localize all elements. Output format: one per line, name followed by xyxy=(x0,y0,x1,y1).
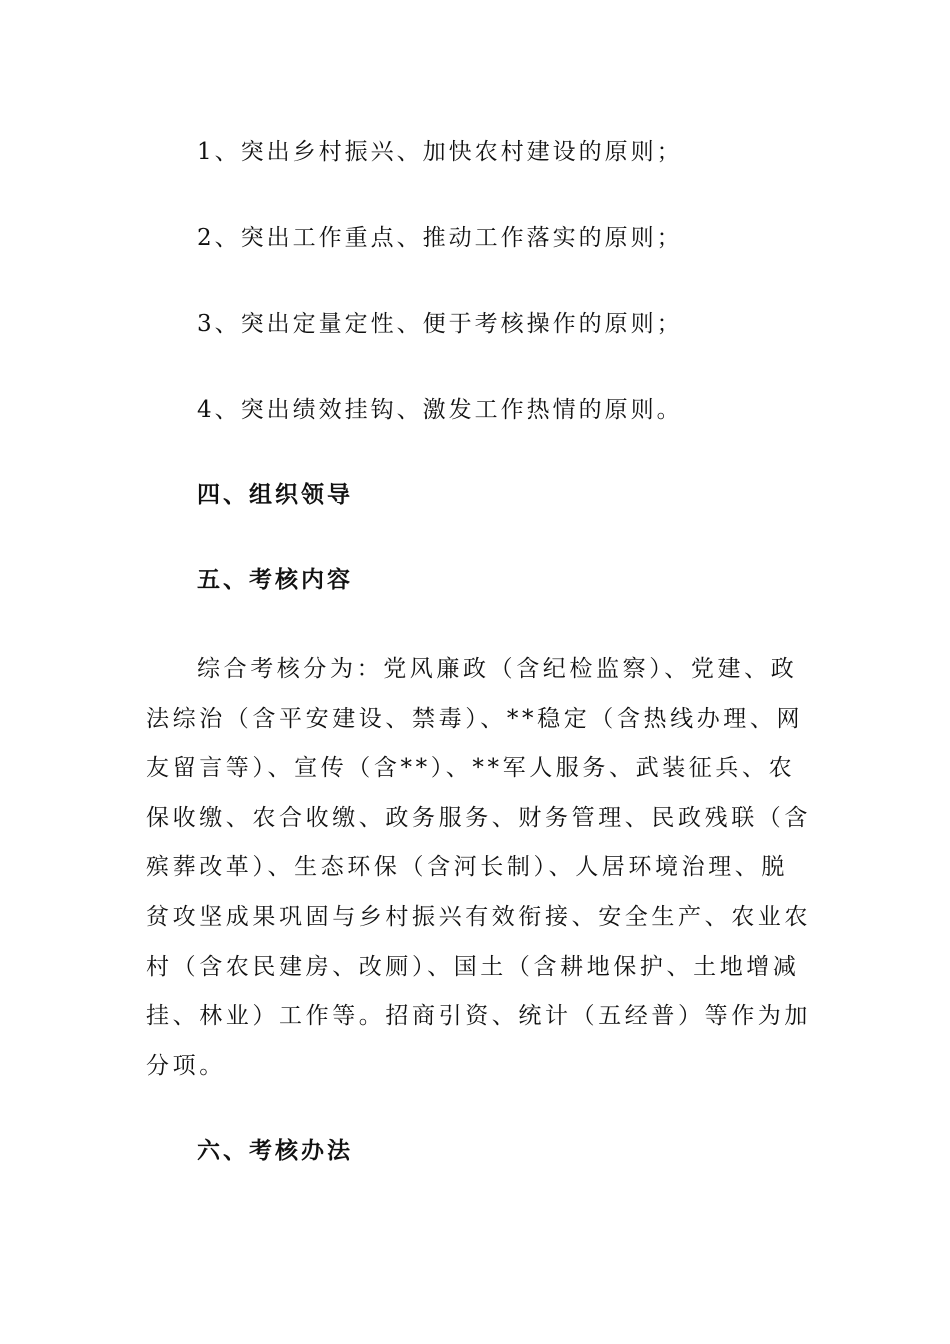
content-paragraph xyxy=(146,645,811,1091)
principle-item-1: 1、突出乡村振兴、加快农村建设的原则； xyxy=(197,139,683,165)
principle-item-2: 2、突出工作重点、推动工作落实的原则； xyxy=(197,225,683,251)
paragraph-line: 友留言等）、宣传（含**）、**军人服务、武装征兵、农 xyxy=(146,755,796,782)
paragraph-line: 挂、林业）工作等。招商引资、统计（五经普）等作为加 xyxy=(146,1003,811,1030)
paragraph-line: 分项。 xyxy=(146,1052,226,1079)
paragraph-line: 法综治（含平安建设、禁毒）、**稳定（含热线办理、网 xyxy=(146,705,804,732)
section-heading-content: 五、考核内容 xyxy=(197,566,353,593)
paragraph-line: 殡葬改革）、生态环保（含河长制）、人居环境治理、脱 xyxy=(146,854,788,881)
section-heading-organization: 四、组织领导 xyxy=(197,481,353,508)
paragraph-line: 综合考核分为：党风廉政（含纪检监察）、党建、政 xyxy=(197,656,798,682)
principle-item-3: 3、突出定量定性、便于考核操作的原则； xyxy=(197,311,683,337)
paragraph-line: 保收缴、农合收缴、政务服务、财务管理、民政残联（含 xyxy=(146,804,811,831)
section-heading-method: 六、考核办法 xyxy=(197,1137,353,1164)
paragraph-line: 村（含农民建房、改厕）、国土（含耕地保护、土地增减 xyxy=(146,953,800,980)
paragraph-line: 贫攻坚成果巩固与乡村振兴有效衔接、安全生产、农业农 xyxy=(146,903,811,930)
principle-item-4: 4、突出绩效挂钩、激发工作热情的原则。 xyxy=(197,397,683,423)
